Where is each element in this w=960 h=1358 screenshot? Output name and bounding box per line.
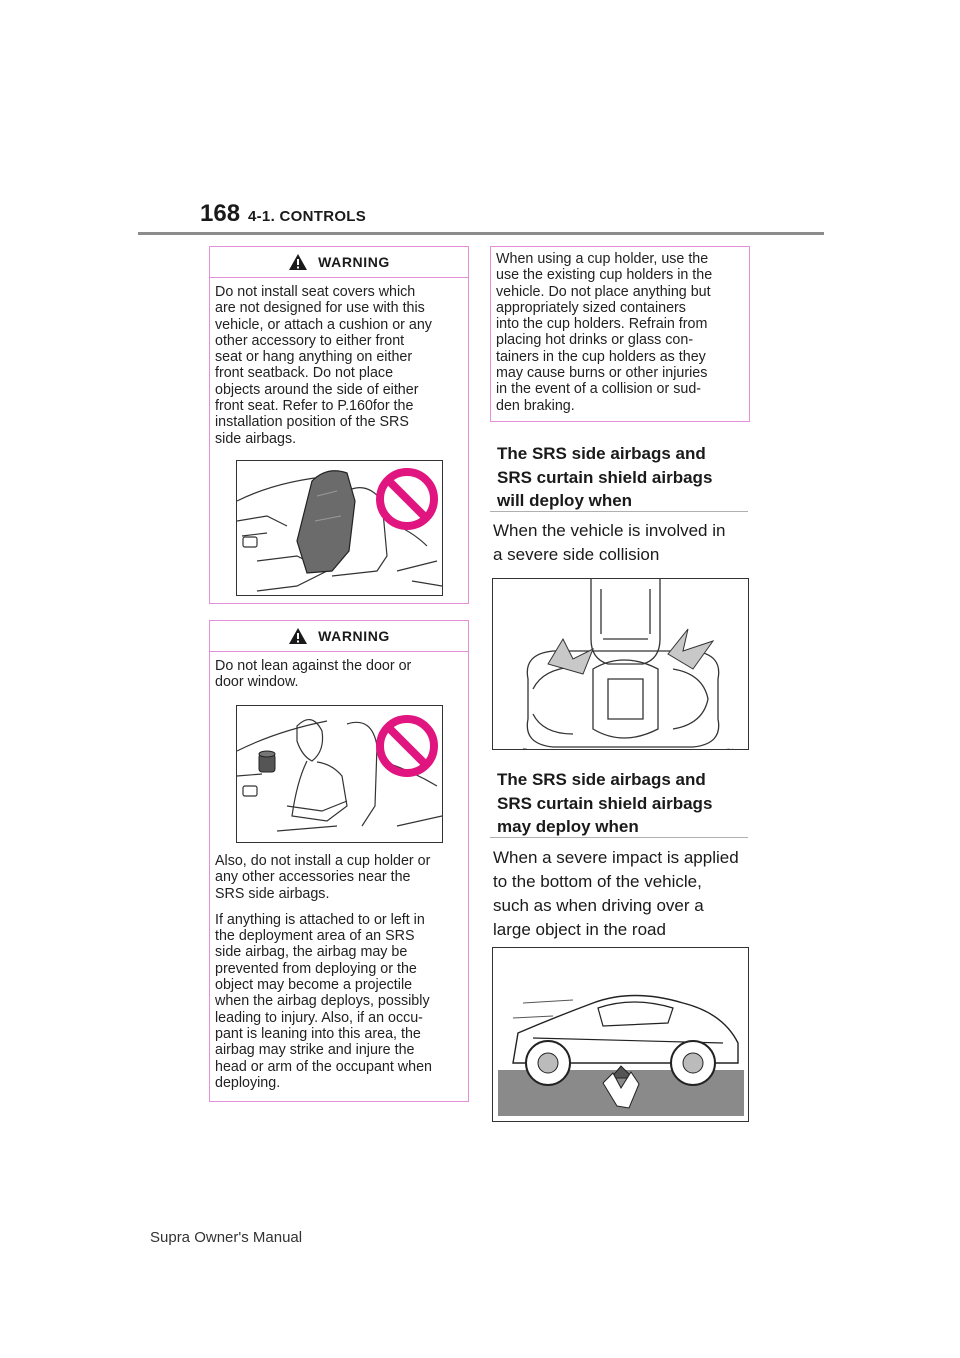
collision-drawing: [493, 579, 748, 749]
warning-header: [210, 247, 468, 278]
warning-text-deployment-area: If anything is attached to or left in the deployment area of an SRS side airbag, the airbag may be prevented from deploying or the object may become a projectile when the airbag deploys, possibly leading to injury. Also, if an occu- pant is leaning into this area, the airbag may strike and injure the head or arm of the occupant when deploying.: [215, 911, 432, 1091]
warning-text-cup-holder: Also, do not install a cup holder or any other accessories near the SRS side airbags.: [215, 853, 431, 902]
bottom-impact-text: When a severe impact is applied to the bottom of the vehicle, such as when driving over a large object in the road: [493, 848, 739, 939]
prohibition-sign-icon: [380, 472, 434, 526]
warning-triangle-icon: [288, 253, 308, 271]
occupant-drawing: [237, 706, 442, 842]
prohibition-sign-icon: [380, 719, 434, 773]
warning-triangle-icon: [288, 627, 308, 645]
cup-holder-note: When using a cup holder, use the use the existing cup holders in the vehicle. Do not place anything but appropriately sized containers into the cup holders. Refrain from placing hot drinks or glass con- tainers in the cup holders as they may cause burns or other injuries in the event of a collision or sud- den braking.: [490, 246, 750, 422]
warning-box-seat-covers: [209, 246, 469, 604]
seat-drawing: [237, 461, 442, 595]
side-collision-illustration: [492, 578, 749, 750]
manual-title-footer: Supra Owner's Manual: [150, 1229, 303, 1246]
section-heading-may-deploy: The SRS side airbags and SRS curtain shield airbags may deploy when: [497, 770, 713, 836]
header-rule: [138, 232, 824, 235]
bottom-impact-drawing: [493, 948, 748, 1121]
page-number: 168: [200, 200, 241, 227]
warning-box-door-lean: [209, 620, 469, 1102]
warning-header: [210, 621, 468, 652]
section-divider: [490, 837, 748, 838]
warning-heading: WARNING: [318, 254, 390, 270]
section-divider: [490, 511, 748, 512]
bottom-impact-illustration: [492, 947, 749, 1122]
occupant-leaning-illustration: [236, 705, 443, 843]
warning-text-lean: Do not lean against the door or door window.: [215, 658, 412, 691]
warning-text: Do not install seat covers which are not designed for use with this vehicle, or attach a cushion or any other accessory to either front seat or hang anything on either front seatback. Do not place objects around the side of either front seat. Refer to P.160for the installation position of the SRS side airbags.: [215, 284, 432, 447]
warning-heading: WARNING: [318, 628, 390, 644]
section-title: 4-1. CONTROLS: [248, 208, 367, 225]
section-heading-will-deploy: The SRS side airbags and SRS curtain shield airbags will deploy when: [497, 444, 713, 510]
seat-cover-illustration: [236, 460, 443, 596]
side-collision-text: When the vehicle is involved in a severe side collision: [493, 521, 726, 564]
